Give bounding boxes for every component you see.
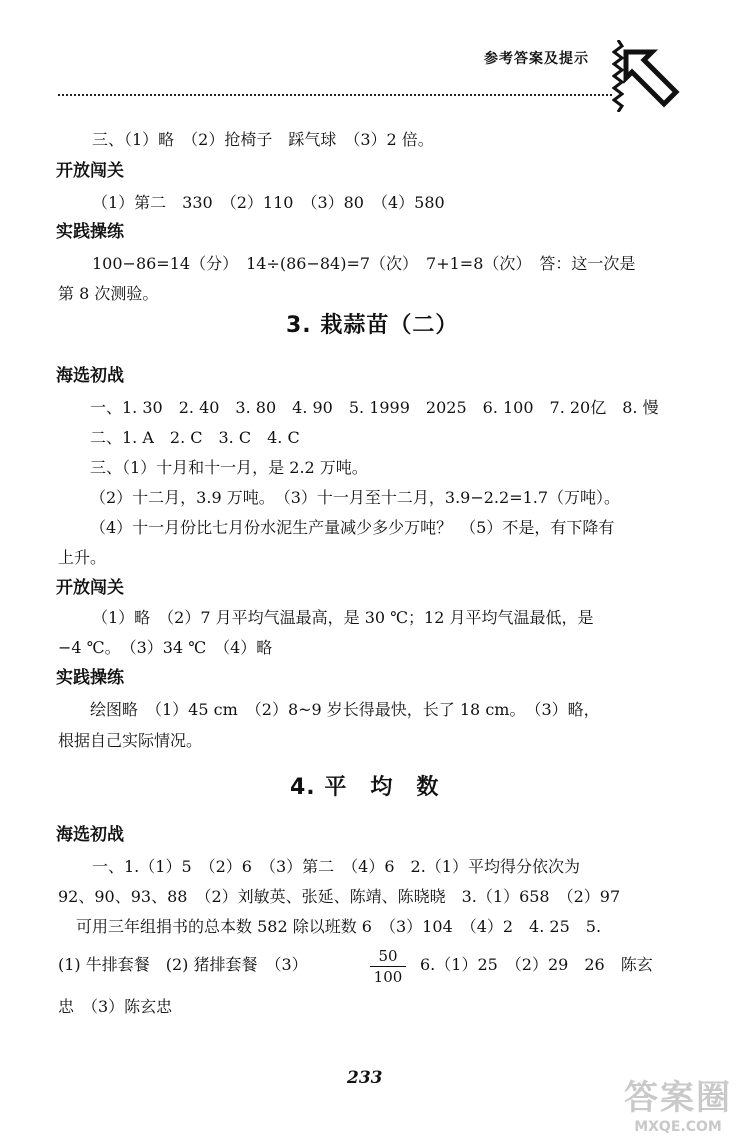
- answer-line: 一、1. 30 2. 40 3. 80 4. 90 5. 1999 2025 6. 100 7. 20亿 8. 慢: [90, 398, 659, 417]
- heading-first: 海选初战: [56, 366, 124, 386]
- watermark-text: 答案圈: [624, 1078, 732, 1118]
- answer-line: 上升。: [58, 548, 107, 567]
- answer-line: 三、（1）略 （2）抢椅子 踩气球 （3）2 倍。: [92, 130, 434, 149]
- page-number: 233: [347, 1068, 383, 1088]
- arrow-icon: [622, 48, 680, 110]
- answer-line: 6.（1）25 （2）29 26 陈玄: [420, 955, 653, 974]
- heading-practice: 实践操练: [56, 222, 124, 242]
- answer-line: 三、（1）十月和十一月，是 2.2 万吨。: [90, 458, 368, 477]
- answer-line: 100−86=14（分） 14÷(86−84)=7（次） 7+1=8（次） 答：这一次是: [92, 254, 636, 273]
- answer-line: 92、90、93、88 （2）刘敏英、张延、陈靖、陈晓晓 3.（1）658 （2）97: [58, 887, 621, 906]
- fraction-denominator: 100: [373, 968, 403, 986]
- fraction-numerator: 50: [370, 947, 406, 967]
- section-title: 4. 平 均 数: [290, 775, 440, 800]
- heading-open: 开放闯关: [56, 161, 124, 181]
- answer-line: （1）第二 330 （2）110 （3）80 （4）580: [92, 193, 445, 212]
- answer-line: （4）十一月份比七月份水泥生产量减少多少万吨？ （5）不是，有下降有: [90, 518, 615, 537]
- heading-practice: 实践操练: [56, 668, 124, 688]
- fraction: [370, 947, 406, 986]
- answer-line: (1) 牛排套餐 (2) 猪排套餐 （3）: [58, 955, 308, 974]
- answer-line: 二、1. A 2. C 3. C 4. C: [90, 428, 300, 447]
- heading-first: 海选初战: [56, 825, 124, 845]
- answer-line: （1）略 （2）7 月平均气温最高，是 30 ℃；12 月平均气温最低，是: [92, 608, 594, 627]
- answer-line: 第 8 次测验。: [58, 284, 159, 303]
- answer-line: （2）十二月，3.9 万吨。 （3）十一月至十二月，3.9−2.2=1.7（万吨）。: [90, 488, 621, 507]
- answer-line: 根据自己实际情况。: [58, 731, 203, 750]
- section-title: 3. 栽蒜苗（二）: [286, 313, 459, 338]
- answer-line: 可用三年组捐书的总本数 582 除以班数 6 （3）104 （4）2 4. 25 5.: [76, 917, 602, 936]
- heading-open: 开放闯关: [56, 578, 124, 598]
- watermark-logo: [608, 1078, 748, 1136]
- watermark-url: MXQE.COM: [634, 1119, 722, 1135]
- answer-line: 一、1.（1）5 （2）6 （3）第二 （4）6 2.（1）平均得分依次为: [92, 857, 580, 876]
- answer-line: −4 ℃。 （3）34 ℃ （4）略: [58, 638, 273, 657]
- answer-line: 忠 （3）陈玄忠: [58, 997, 173, 1016]
- answer-line: 绘图略 （1）45 cm （2）8~9 岁长得最快，长了 18 cm。 （3）略，: [90, 700, 600, 719]
- header-dotted-rule: [58, 94, 612, 96]
- header-title: 参考答案及提示: [484, 51, 589, 67]
